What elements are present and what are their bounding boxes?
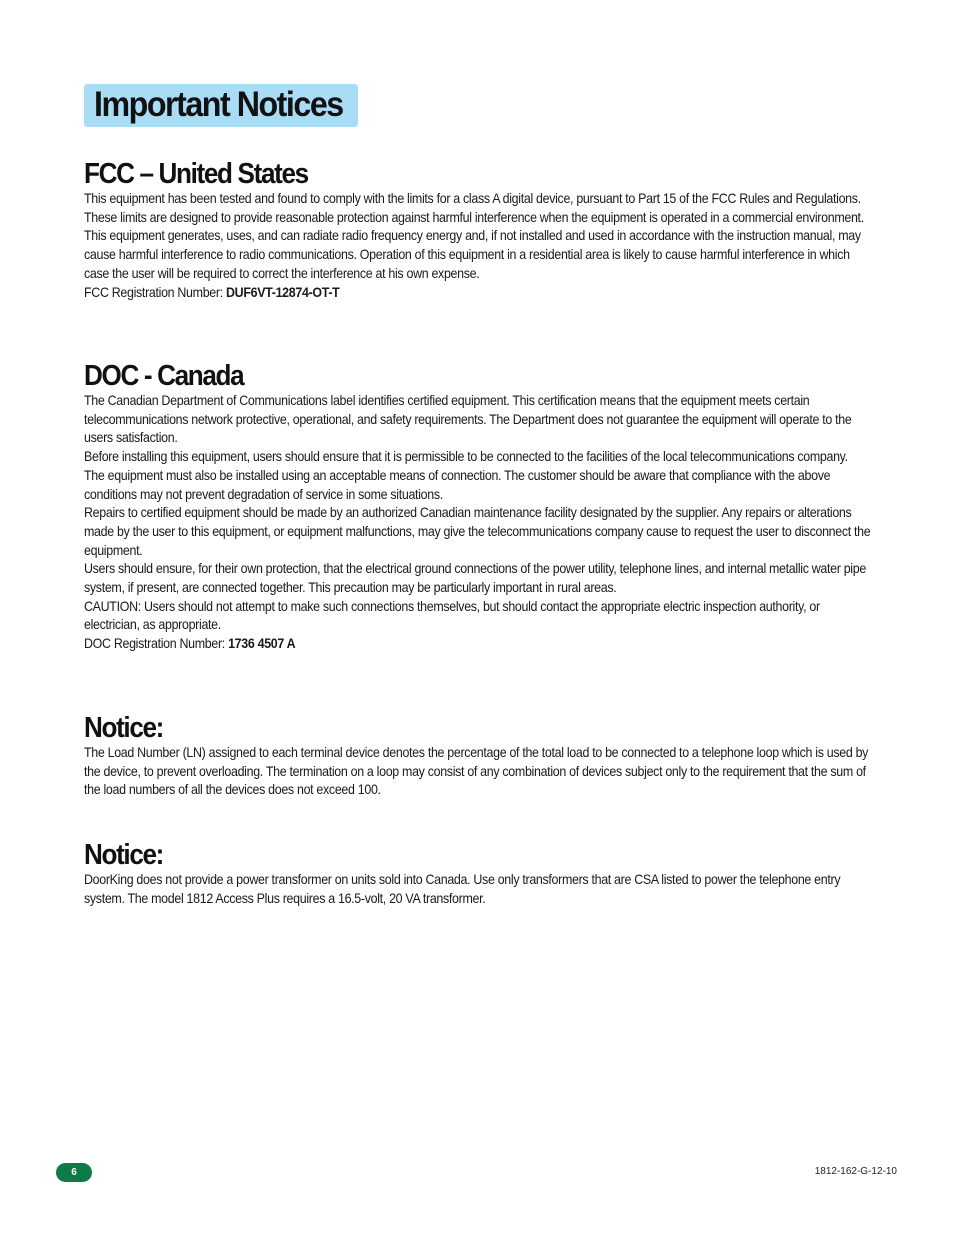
section-fcc [84,158,874,302]
doc-paragraph-5: CAUTION: Users should not attempt to make such connections themselves, but should contact the appropriate electric inspection authority, or electrician, as appropriate. [84,598,820,633]
doc-registration-label: DOC Registration Number: [84,636,229,652]
notice-load-paragraph: The Load Number (LN) assigned to each terminal device denotes the percentage of the total load to be connected to a telephone loop which is used by the device, to prevent overloading. The termination on a loop may consist of any combination of devices subject only to the requirement that the sum of the load numbers of all the devices does not exceed 100. [84,745,869,798]
fcc-registration [84,284,871,303]
section-notice-load [84,712,874,800]
section-doc-canada [84,360,874,654]
document-code: 1812-162-G-12-10 [814,1166,897,1177]
section-heading-notice-2: Notice: [84,839,164,871]
fcc-registration-label: FCC Registration Number: [84,284,226,300]
fcc-registration-number: DUF6VT-12874-OT-T [225,284,340,300]
doc-paragraph-3: Repairs to certified equipment should be made by an authorized Canadian maintenance facility designated by the supplier. Any repairs or alterations made by the user to this equipment, or equipment malfunctions, may give the telecommunications company cause to request the user to disconnect the equipment. [84,505,871,558]
section-heading-doc: DOC - Canada [84,360,244,392]
doc-registration-number: 1736 4507 A [228,636,296,652]
page-title: Important Notices [94,85,343,124]
notice-transformer-paragraph: DoorKing does not provide a power transformer on units sold into Canada. Use only transformers that are CSA listed to power the telephone entry system. The model 1812 Access Plus requires a 16.5-volt, 20 VA transformer. [84,872,841,906]
fcc-paragraph: This equipment has been tested and found to comply with the limits for a class A digital device, pursuant to Part 15 of the FCC Rules and Regulations. These limits are designed to provide reasonable protection against harmful interference when the equipment is operated in a commercial environment. This equipment generates, uses, and can radiate radio frequency energy and, if not installed and used in accordance with the instruction manual, may cause harmful interference to radio communications. Operation of this equipment in a residential area is likely to cause harmful interference in which case the user will be required to correct the interference at his own expense. [84,191,864,281]
page-title-banner [84,84,358,127]
page-number-badge: 6 [56,1163,92,1182]
section-notice-transformer [84,839,874,908]
doc-paragraph-4: Users should ensure, for their own protection, that the electrical ground connections of the power utility, telephone lines, and internal metallic water pipe system, if present, are connected together. This precaution may be particularly important in rural areas. [84,561,866,596]
section-heading-notice-1: Notice: [84,712,164,744]
doc-registration [84,635,871,654]
section-heading-fcc: FCC – United States [84,158,308,190]
doc-paragraph-2: Before installing this equipment, users should ensure that it is permissible to be connected to the facilities of the local telecommunications company. The equipment must also be installed using an acceptable means of connection. The customer should be aware that compliance with the above conditions may not prevent degradation of service in some situations. [84,449,848,502]
doc-paragraph-1: The Canadian Department of Communications label identifies certified equipment. This certification means that the equipment meets certain telecommunications network protective, operational, and safety requirements. The Department does not guarantee the equipment will operate to the users satisfaction. [84,393,852,446]
